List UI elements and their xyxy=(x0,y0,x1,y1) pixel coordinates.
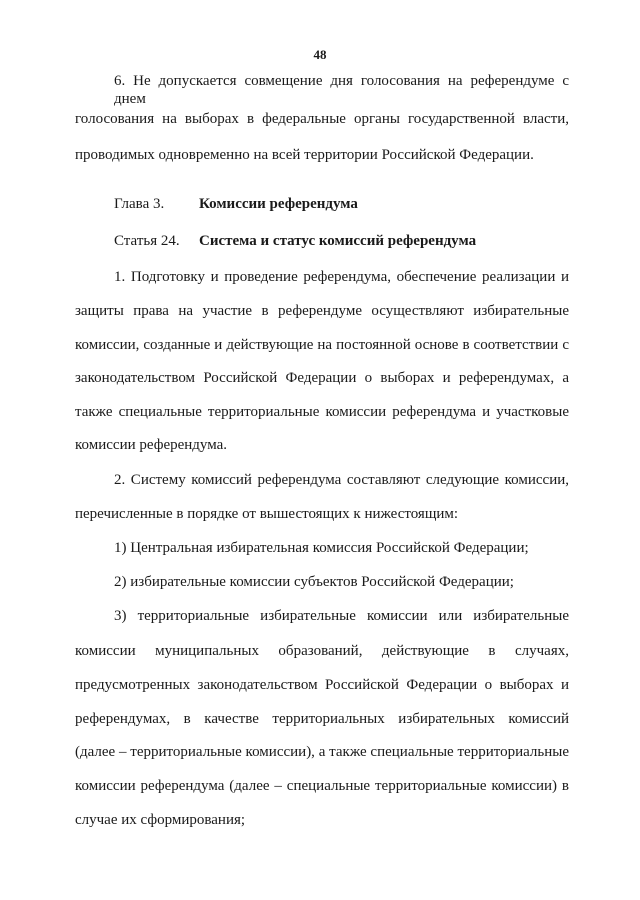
page-number: 48 xyxy=(313,47,327,62)
paragraph-1-line: комиссии, созданные и действующие на постоянной основе в соответствии с xyxy=(75,337,569,353)
paragraph-2-line: 2. Систему комиссий референдума составляют следующие комиссии, xyxy=(114,472,569,488)
list-item-line: предусмотренных законодательством Российской Федерации о выборах и xyxy=(75,677,569,693)
intro-paragraph-line: голосования на выборах в федеральные органы государственной власти, xyxy=(75,111,569,127)
paragraph-1-line: 1. Подготовку и проведение референдума, обеспечение реализации и xyxy=(114,269,569,285)
list-item-line: референдумах, в качестве территориальных избирательных комиссий xyxy=(75,711,569,727)
list-item: 2) избирательные комиссии субъектов Российской Федерации; xyxy=(114,574,514,590)
chapter-title: Комиссии референдума xyxy=(199,196,358,212)
paragraph-1-line: законодательством Российской Федерации о выборах и референдумах, а xyxy=(75,370,569,386)
list-item: 1) Центральная избирательная комиссия Российской Федерации; xyxy=(114,540,529,556)
intro-paragraph-line: 6. Не допускается совмещение дня голосования на референдуме с днем xyxy=(114,73,569,107)
article-title: Система и статус комиссий референдума xyxy=(199,233,477,249)
list-item-line: случае их сформирования; xyxy=(75,812,246,828)
paragraph-1-line: защиты права на участие в референдуме осуществляют избирательные xyxy=(75,303,569,319)
intro-paragraph-line: проводимых одновременно на всей территории Российской Федерации. xyxy=(75,147,534,163)
paragraph-1-line: комиссии референдума. xyxy=(75,437,228,453)
chapter-number: Глава 3. xyxy=(114,196,165,212)
paragraph-2-line: перечисленные в порядке от вышестоящих к нижестоящим: xyxy=(75,506,459,522)
list-item-line: (далее – территориальные комиссии), а также специальные территориальные xyxy=(75,744,569,760)
paragraph-1-line: также специальные территориальные комиссии референдума и участковые xyxy=(75,404,569,420)
article-number: Статья 24. xyxy=(114,233,180,249)
list-item-line: комиссии муниципальных образований, действующие в случаях, xyxy=(75,643,569,659)
list-item-line: комиссии референдума (далее – специальные территориальные комиссии) в xyxy=(75,778,569,794)
list-item-line: 3) территориальные избирательные комиссии или избирательные xyxy=(114,608,569,624)
